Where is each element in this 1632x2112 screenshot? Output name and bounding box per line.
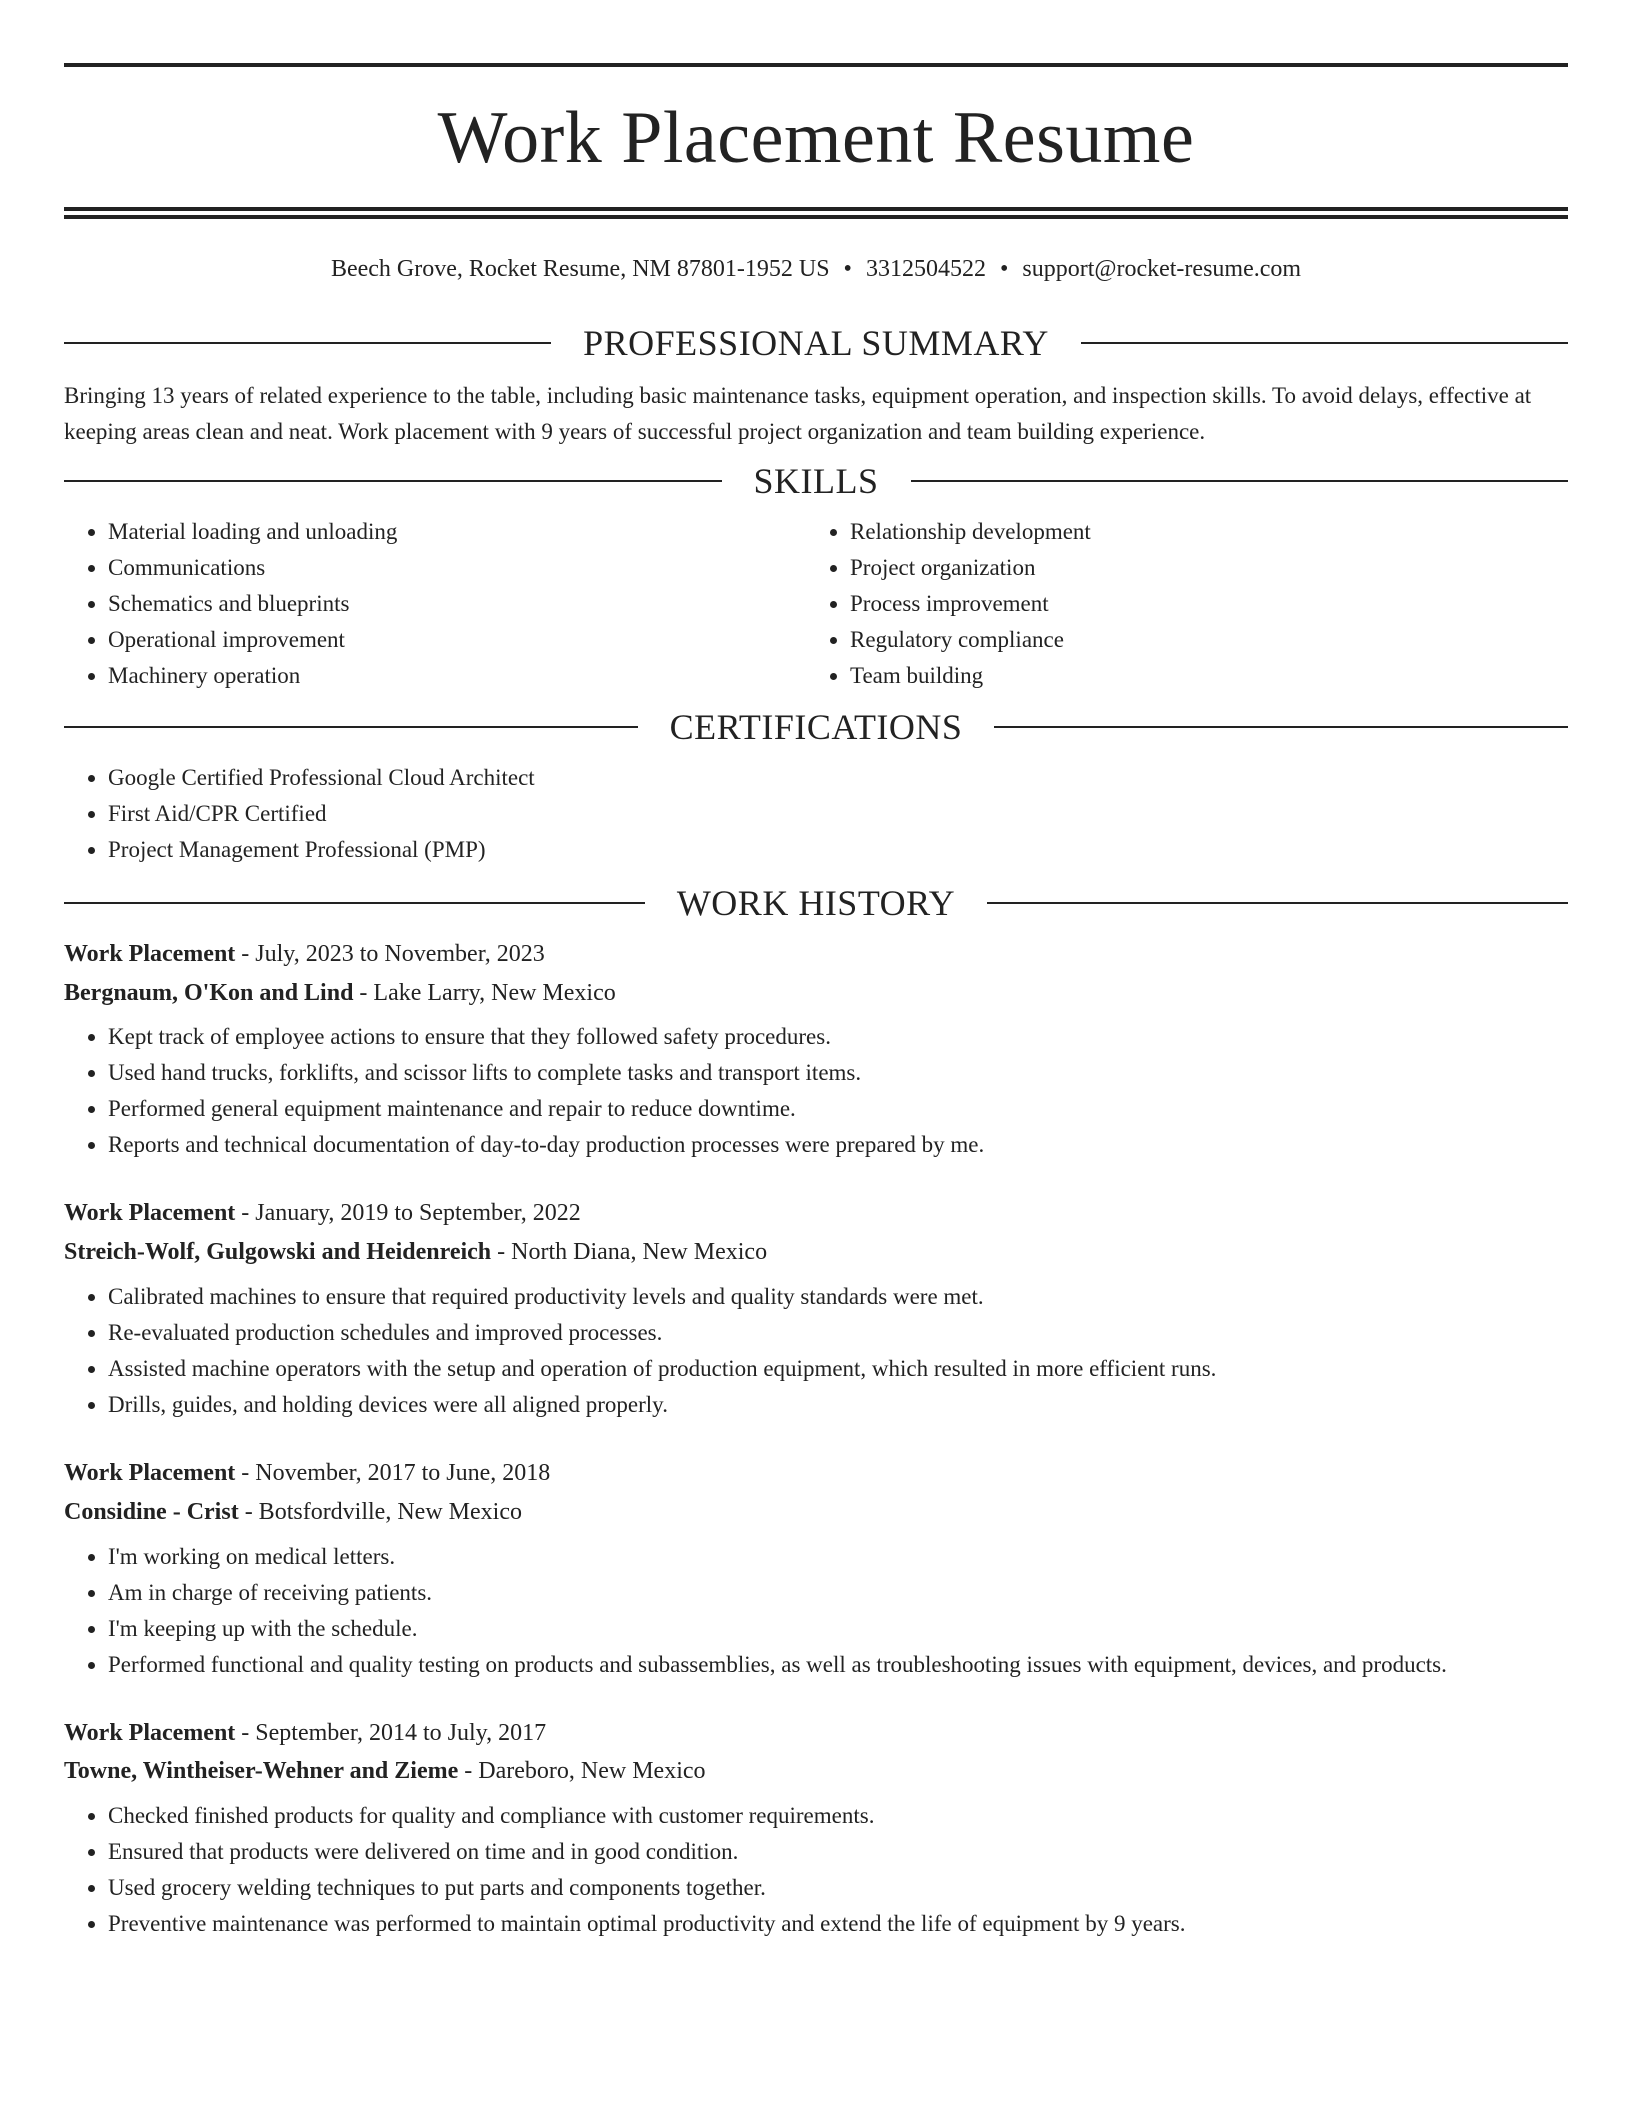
heading-rule [64, 342, 551, 344]
job-location: - North Diana, New Mexico [491, 1239, 768, 1266]
title-double-rule [64, 207, 1568, 219]
contact-phone: 3312504522 [865, 256, 986, 282]
heading-rule [64, 480, 722, 482]
section-title: CERTIFICATIONS [669, 706, 963, 747]
job-bullet: • Used hand trucks, forklifts, and scissor lifts to complete tasks and transport items. [108, 1055, 1568, 1091]
job-title-line [64, 1459, 1568, 1488]
certifications-section-heading [64, 706, 1568, 748]
job-bullets [64, 1798, 1568, 1942]
job-bullet: • Am in charge of receiving patients. [108, 1575, 1568, 1611]
job-entry [64, 1199, 1568, 1423]
job-bullets [64, 1019, 1568, 1163]
job-bullet: • Performed functional and quality testing on products and subassemblies, as well as troubleshooting issues with equipment, devices, and products. [108, 1647, 1568, 1683]
job-title: Work Placement [64, 940, 236, 967]
skill-item: • Communications [108, 550, 806, 586]
contact-address: Beech Grove, Rocket Resume, NM 87801-1952 US [330, 256, 830, 282]
skills-grid [64, 514, 1568, 694]
skills-list-left [64, 514, 806, 694]
job-company: Considine - Crist [64, 1498, 239, 1525]
contact-separator: • [999, 256, 1009, 282]
skill-item: • Machinery operation [108, 658, 806, 694]
contact-email[interactable]: support@rocket-resume.com [1022, 256, 1302, 282]
job-location: - Dareboro, New Mexico [458, 1758, 706, 1785]
job-bullet: • Checked finished products for quality and compliance with customer requirements. [108, 1798, 1568, 1834]
job-company: Bergnaum, O'Kon and Lind [64, 979, 354, 1006]
job-bullet: • Used grocery welding techniques to put parts and components together. [108, 1870, 1568, 1906]
job-entry [64, 940, 1568, 1164]
job-dates: - September, 2014 to July, 2017 [235, 1719, 547, 1746]
job-company-line [64, 1238, 1568, 1267]
heading-rule [1081, 342, 1568, 344]
job-bullets [64, 1539, 1568, 1683]
job-bullet: • I'm keeping up with the schedule. [108, 1611, 1568, 1647]
job-title: Work Placement [64, 1719, 236, 1746]
summary-section-heading [64, 322, 1568, 364]
job-bullet: • Kept track of employee actions to ensure that they followed safety procedures. [108, 1019, 1568, 1055]
skills-section-heading [64, 460, 1568, 502]
contact-line [64, 255, 1568, 284]
work-history-section-heading [64, 882, 1568, 924]
job-bullet: • Performed general equipment maintenance and repair to reduce downtime. [108, 1091, 1568, 1127]
certification-item: • First Aid/CPR Certified [108, 796, 1568, 832]
job-company: Towne, Wintheiser-Wehner and Zieme [64, 1758, 459, 1785]
heading-rule [987, 902, 1568, 904]
job-entry [64, 1459, 1568, 1683]
job-title-line [64, 940, 1568, 969]
skill-item: • Project organization [850, 550, 1568, 586]
skill-item: • Material loading and unloading [108, 514, 806, 550]
skill-item: • Schematics and blueprints [108, 586, 806, 622]
job-bullet: • Ensured that products were delivered on time and in good condition. [108, 1834, 1568, 1870]
job-location: - Lake Larry, New Mexico [353, 979, 616, 1006]
job-bullet: • Calibrated machines to ensure that required productivity levels and quality standards were met. [108, 1279, 1568, 1315]
top-rule [64, 63, 1568, 67]
section-title: SKILLS [753, 460, 879, 501]
skill-item: • Relationship development [850, 514, 1568, 550]
job-bullet: • Re-evaluated production schedules and improved processes. [108, 1315, 1568, 1351]
job-dates: - January, 2019 to September, 2022 [235, 1200, 581, 1227]
job-company-line [64, 1757, 1568, 1786]
job-bullet: • Drills, guides, and holding devices were all aligned properly. [108, 1387, 1568, 1423]
certification-item: • Google Certified Professional Cloud Architect [108, 760, 1568, 796]
heading-rule [64, 726, 638, 728]
job-location: - Botsfordville, New Mexico [238, 1498, 522, 1525]
job-title: Work Placement [64, 1200, 236, 1227]
heading-rule [911, 480, 1569, 482]
skills-list-right [806, 514, 1568, 694]
job-title-line [64, 1719, 1568, 1748]
job-company: Streich-Wolf, Gulgowski and Heidenreich [64, 1239, 492, 1266]
job-company-line [64, 1498, 1568, 1527]
job-bullet: • I'm working on medical letters. [108, 1539, 1568, 1575]
certification-item: • Project Management Professional (PMP) [108, 832, 1568, 868]
resume-title: Work Placement Resume [437, 97, 1195, 179]
job-bullet: • Reports and technical documentation of day-to-day production processes were prepared by me. [108, 1127, 1568, 1163]
skill-item: • Operational improvement [108, 622, 806, 658]
section-title: PROFESSIONAL SUMMARY [583, 322, 1049, 363]
job-title: Work Placement [64, 1459, 236, 1486]
contact-separator: • [843, 256, 852, 282]
job-entry [64, 1719, 1568, 1943]
section-title: WORK HISTORY [676, 882, 956, 923]
heading-rule [994, 726, 1568, 728]
job-title-line [64, 1199, 1568, 1228]
job-dates: - November, 2017 to June, 2018 [235, 1459, 551, 1486]
certifications-list [64, 760, 1568, 868]
heading-rule [64, 902, 645, 904]
skill-item: • Process improvement [850, 586, 1568, 622]
skill-item: • Regulatory compliance [850, 622, 1568, 658]
skill-item: • Team building [850, 658, 1568, 694]
job-bullet: • Assisted machine operators with the setup and operation of production equipment, which resulted in more efficient runs. [108, 1351, 1568, 1387]
job-company-line [64, 979, 1568, 1008]
job-dates: - July, 2023 to November, 2023 [235, 940, 545, 967]
summary-text: Bringing 13 years of related experience to the table, including basic maintenance tasks, equipment operation, and inspection skills. To avoid delays, effective at keeping areas clean and neat. Work placement with 9 years of successful project organization and team building experience. [64, 382, 1532, 444]
job-bullets [64, 1279, 1568, 1423]
job-bullet: • Preventive maintenance was performed to maintain optimal productivity and extend the life of equipment by 9 years. [108, 1906, 1568, 1942]
